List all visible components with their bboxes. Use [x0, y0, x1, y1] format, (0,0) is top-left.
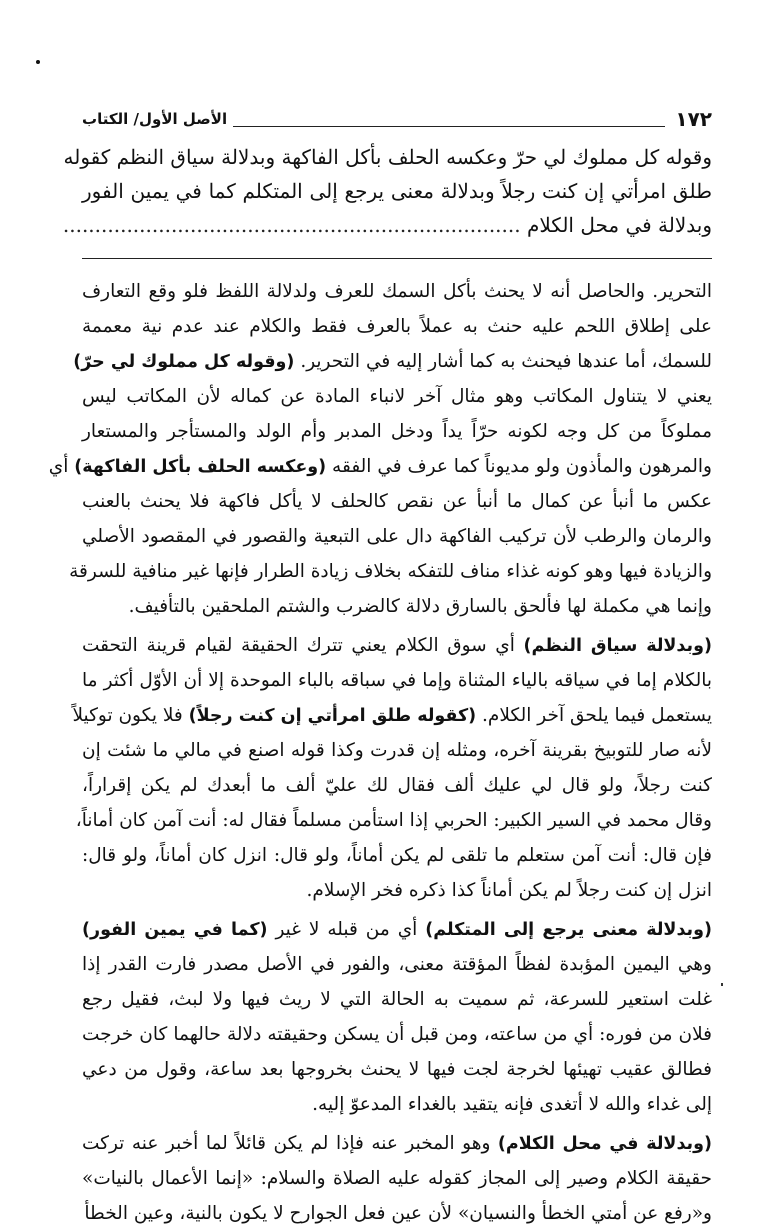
sharh-text: إلى غداء والله لا أتغدى فإنه يتقيد بالغداء المدعوّ إليه. [312, 1094, 712, 1115]
sharh-text: حقيقة الكلام وصير إلى المجاز كقوله عليه الصلاة والسلام: «إنما الأعمال بالنيات» [82, 1168, 712, 1189]
sharh-text: يستعمل فيما يلحق آخر الكلام. [476, 705, 712, 726]
sharh-text: وهو المخبر عنه فإذا لم يكن قائلاً لما أخبر عنه تركت [82, 1133, 498, 1154]
matn-line [62, 208, 712, 242]
sharh-text: وهي اليمين المؤبدة لفظاً المؤقتة معنى، والفور في الأصل مصدر فارت القدر إذا [82, 954, 712, 975]
sharh-line [82, 379, 712, 414]
sharh-line [82, 663, 712, 698]
sharh-text: فطالق عقيب تهيئها لخرجة لجت فيها لا يحنث بخروجها بعد ساعة، وقول من دعي [82, 1059, 712, 1080]
matn-quote: (وقوله كل مملوك لي حرّ) [73, 352, 295, 372]
sharh-text: وإنما هي مكملة لها فألحق بالسارق دلالة كالضرب والشتم الملحقين بالتأفيف. [128, 596, 712, 617]
sharh-text: للسمك، أما عندها فيحنث به كما أشار إليه في التحرير. [294, 351, 712, 372]
sharh-line [82, 1196, 712, 1231]
sharh-line [82, 838, 712, 873]
sharh-text: أي سوق الكلام يعني تترك الحقيقة لقيام قرينة التحقت [82, 635, 524, 656]
sharh-line [82, 982, 712, 1017]
sharh-line [82, 1052, 712, 1087]
matn-quote: (وبدلالة سياق النظم) [523, 636, 712, 656]
sharh-paragraph [82, 912, 712, 1122]
matn-quote: (وبدلالة معنى يرجع إلى المتكلم) [425, 920, 712, 940]
sharh-line [48, 449, 712, 484]
page-header [82, 104, 712, 130]
sharh-line [82, 873, 712, 908]
matn-quote: (وبدلالة في محل الكلام) [497, 1134, 712, 1154]
sharh-text: أي من قبله لا غير [267, 919, 426, 940]
sharh-line [82, 1087, 712, 1122]
sharh-line [82, 733, 712, 768]
scan-speck [36, 60, 40, 64]
sharh-text: بالكلام إما في سياقه بالياء المثناة وإما في سباقه بالباء الموحدة إلا أن الأوّل أكثر ما [82, 670, 712, 691]
sharh-line [82, 274, 712, 309]
sharh-text: انزل إن كنت رجلاً لم يكن أماناً كذا ذكره فخر الإسلام. [306, 880, 712, 901]
sharh-line [82, 519, 712, 554]
sharh-paragraph [48, 274, 712, 624]
sharh-text: فإن قال: أنت آمن ستعلم ما تلقى لم يكن أماناً، ولو قال: انزل كان أماناً، ولو قال: [82, 845, 712, 866]
sharh-paragraph [82, 1126, 712, 1231]
header-rule [233, 126, 665, 127]
sharh-line [72, 698, 712, 733]
sharh-text: مملوكاً من كل وجه لكونه حرّاً يداً ودخل المدبر وأم الولد والمستأجر والمستعار [82, 421, 712, 442]
sharh-line [82, 1161, 712, 1196]
sharh-text: والمرهون والمأذون ولو مديوناً كما عرف في الفقه [326, 456, 712, 477]
sharh-text: غلت استعير للسرعة، ثم سميت به الحالة التي لا ريث فيها ولا لبث، فقيل رجع [82, 989, 712, 1010]
sharh-text: و«رفع عن أمتي الخطأ والنسيان» لأن عين فعل الجوارح لا يكون بالنية، وعين الخطأ [84, 1203, 712, 1224]
sharh-text: والزيادة فيها وهو كونه غذاء مناف للتفكه بخلاف زيادة الطرار فإنها غير منافية للسرقة [69, 561, 712, 582]
matn-line: طلق امرأتي إن كنت رجلاً وبدلالة معنى يرجع إلى المتكلم كما في يمين الفور [82, 179, 712, 203]
sharh-line [82, 912, 712, 947]
sharh-text: على إطلاق اللحم عليه حنث به عملاً بالعرف فقط والكلام عند عدم نية معممة [82, 316, 712, 337]
sharh-line [82, 484, 712, 519]
sharh-text: لأنه صار للتوبيخ بقرينة آخره، ومثله إن قدرت وكذا قوله اصنع في مالي ما شئت إن [82, 740, 712, 761]
sharh-line [82, 768, 712, 803]
ellipsis-dots: ........................................................................ [62, 213, 521, 237]
matn-sharh-separator [82, 258, 712, 259]
sharh-text: أي [48, 456, 75, 477]
page-number: ١٧٢ [675, 107, 712, 131]
matn-text [62, 140, 712, 242]
running-title: الأصل الأول/ الكتاب [82, 110, 228, 128]
matn-quote: (كما في يمين الفور) [82, 920, 268, 940]
sharh-text: والرمان والرطب لأن تركيب الفاكهة دال على التبعية والقصور في المقصود الأصلي [82, 526, 712, 547]
sharh-text: فلان من فوره: أي من ساعته، ومن قبل أن يسكن وحقيقته دلالة حالهما كان خرجت [82, 1024, 712, 1045]
matn-line-text: وبدلالة في محل الكلام [526, 213, 712, 237]
sharh-commentary [48, 274, 712, 1231]
sharh-paragraph [72, 628, 712, 908]
sharh-text: كنت رجلاً، ولو قال لي عليك ألف فقال لك عليّ ألف ما أبعدك لم يكن إقراراً، [82, 775, 712, 796]
matn-line: وقوله كل مملوك لي حرّ وعكسه الحلف بأكل الفاكهة وبدلالة سياق النظم كقوله [63, 145, 712, 169]
sharh-line [73, 344, 712, 379]
sharh-text: وقال محمد في السير الكبير: الحربي إذا استأمن مسلماً فقال له: أنت آمن كان أماناً، [75, 810, 712, 831]
sharh-line [82, 414, 712, 449]
sharh-text: عكس ما أنبأ عن كمال ما أنبأ عن نقص كالحلف لا يأكل فاكهة فلا يحنث بالعنب [82, 491, 712, 512]
sharh-text: التحرير. والحاصل أنه لا يحنث بأكل السمك للعرف ولدلالة اللفظ فلو وقع التعارف [82, 281, 712, 302]
sharh-text: فلا يكون توكيلاً [72, 705, 189, 726]
sharh-text: يعني لا يتناول المكاتب وهو مثال آخر لانباء المادة عن كماله لأن المكاتب ليس [82, 386, 712, 407]
sharh-line [69, 554, 712, 589]
matn-quote: (وعكسه الحلف بأكل الفاكهة) [74, 457, 327, 477]
sharh-line [82, 628, 712, 663]
sharh-line [82, 309, 712, 344]
sharh-line [82, 947, 712, 982]
matn-quote: (كقوله طلق امرأتي إن كنت رجلاً) [188, 706, 477, 726]
sharh-line [75, 803, 712, 838]
sharh-line [82, 1126, 712, 1161]
scan-speck [721, 983, 723, 986]
sharh-line [82, 589, 712, 624]
sharh-line [82, 1017, 712, 1052]
